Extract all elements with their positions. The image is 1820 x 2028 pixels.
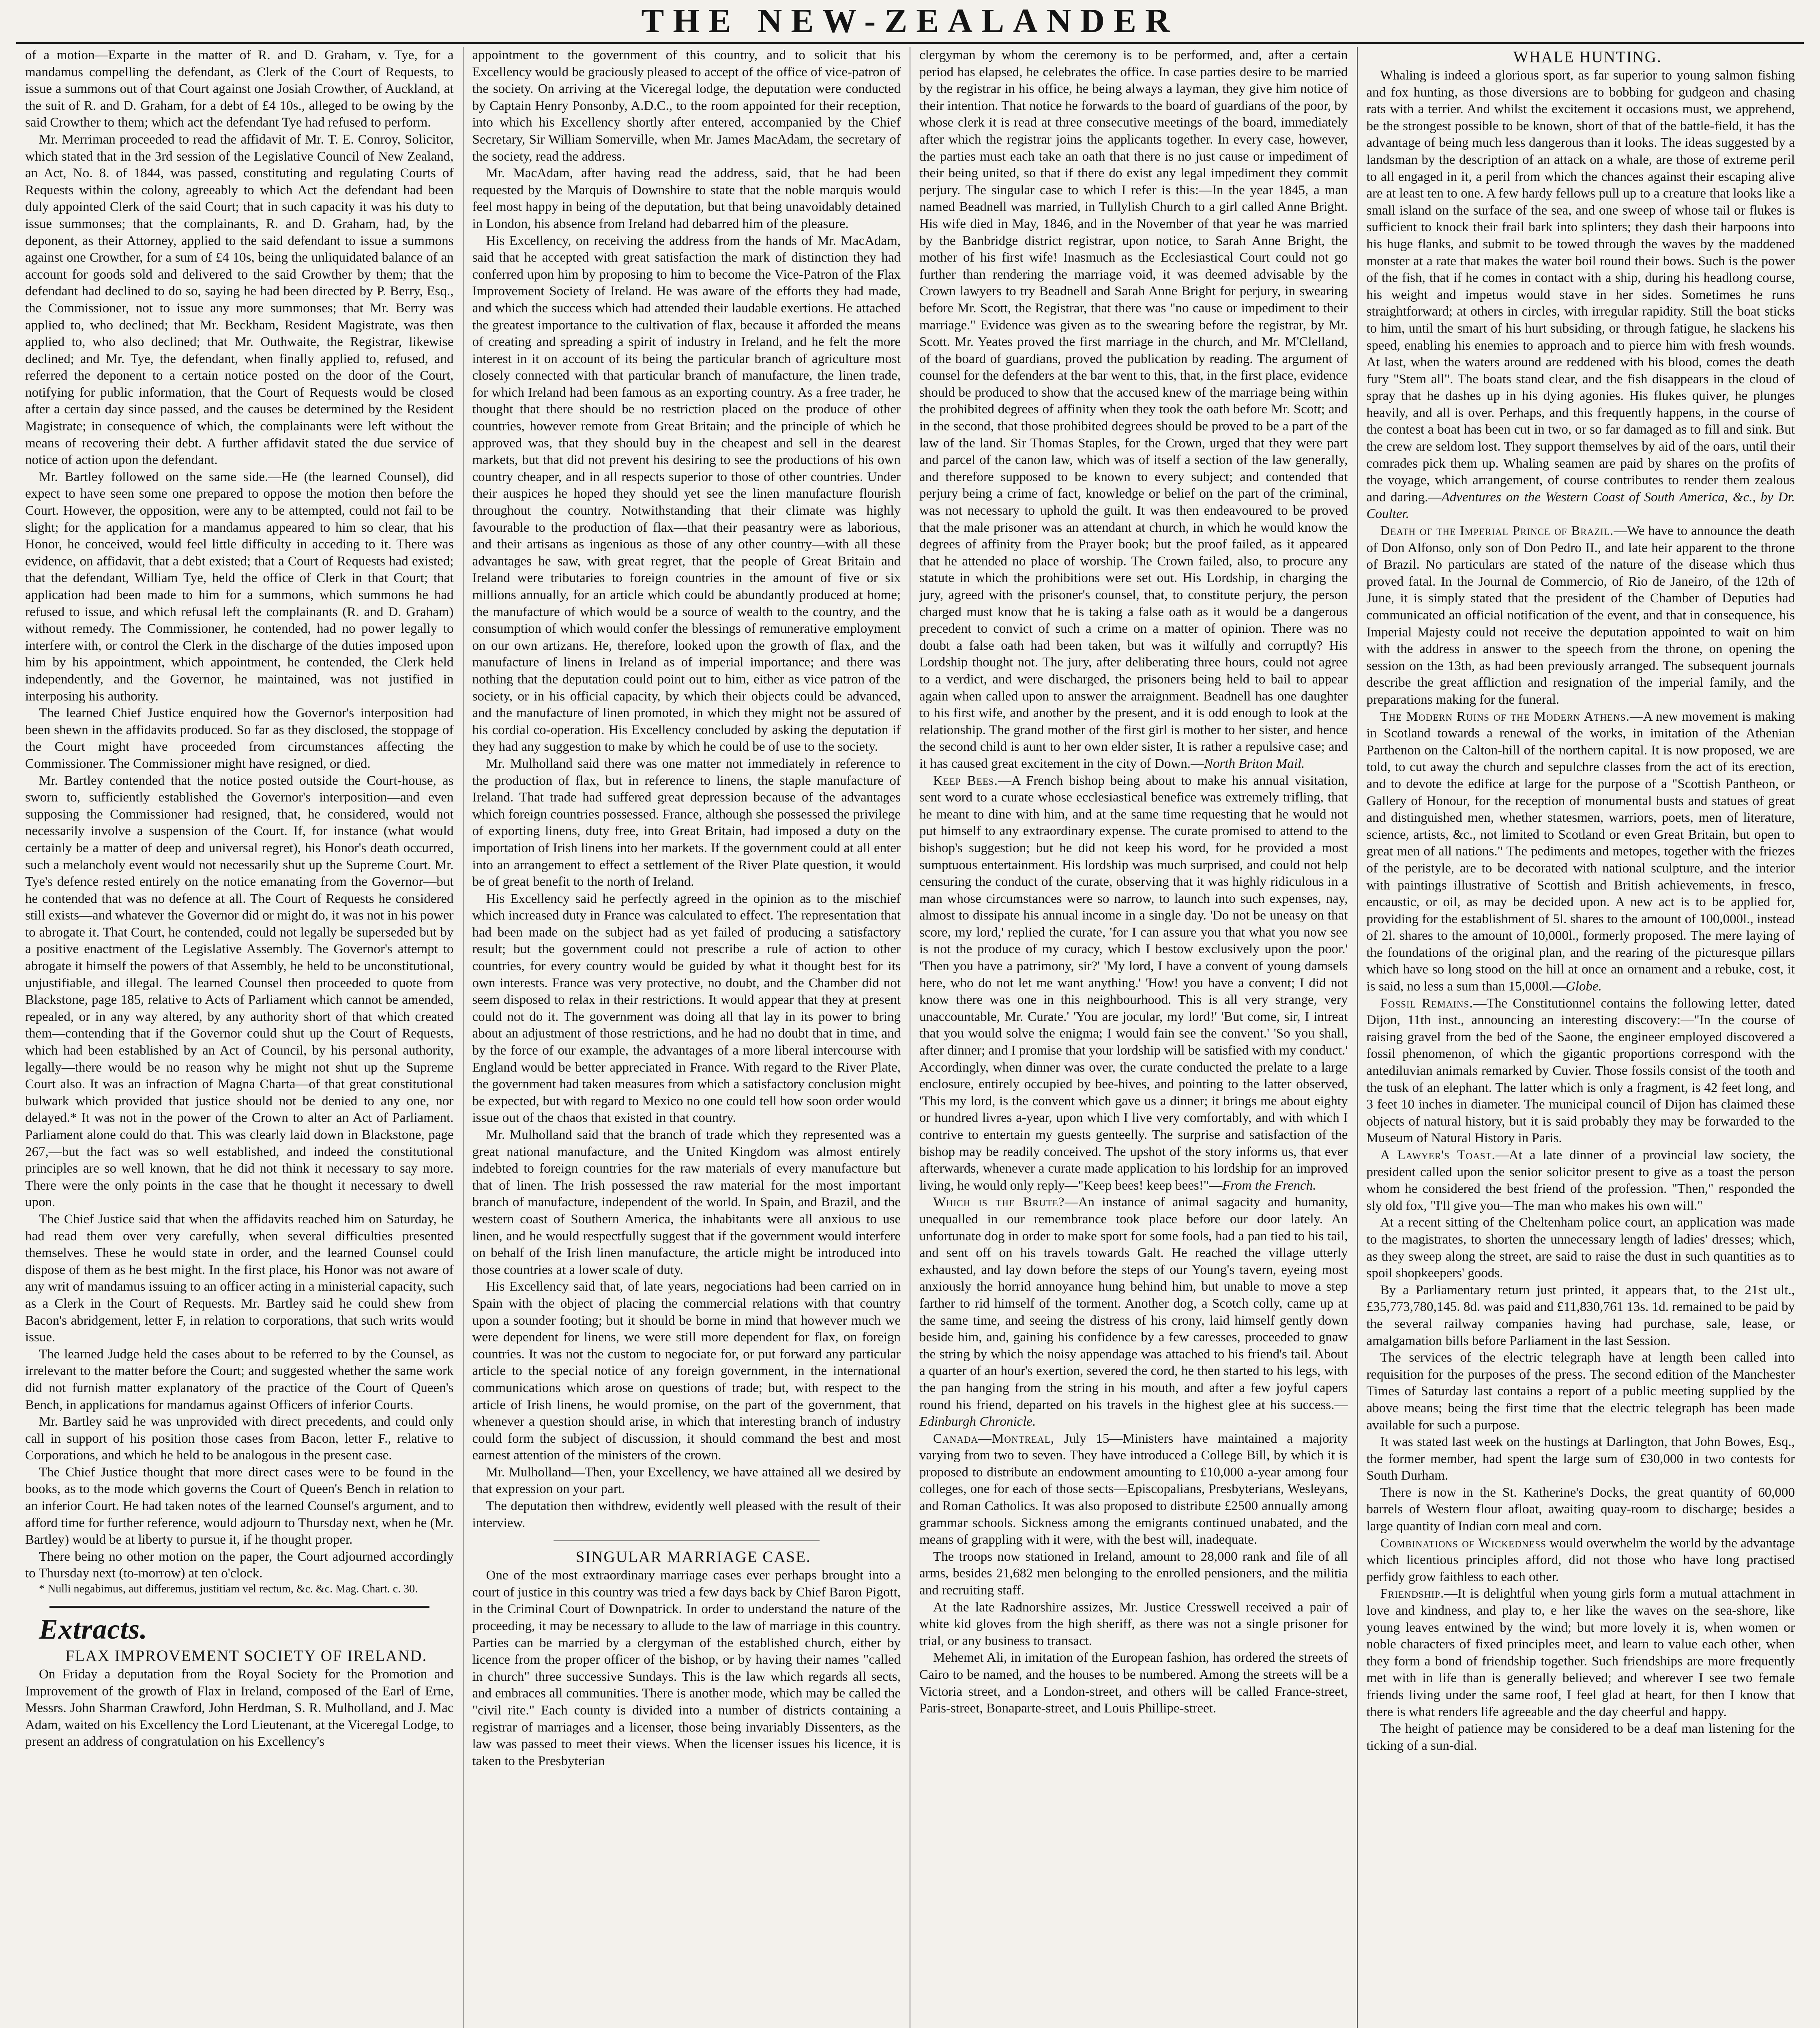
athens-source: Globe. xyxy=(1565,979,1602,994)
flax-article-paragraph: His Excellency said that, of late years, negociations had been carried on in Spain with the object of placing the commercial relations with that country upon a sounder footing; but it should be borne in mind that however much we were dependent for linens, we were still more dependent for flax, on foreign countries. It was not the custom to negociate for, or put forward any particular article to the special notice of any foreign government, in the international communications which arose on questions of trade; but, with respect to the article of Irish linens, he would promise, on the part of the government, that whenever a question should arise, in which that interesting branch of industry could form the subject of discussion, it should command the best and most earnest attention of the ministers of the crown. xyxy=(472,1279,901,1463)
keep-bees-source: From the French. xyxy=(1222,1178,1316,1193)
lawyer-text: —At a late dinner of a provincial law society, the president called upon the senior solicitor present to give as a toast the person whom he considered the best friend of the profession. "Then," responded the sly old fox, "I'll give you—The man who makes his own will." xyxy=(1366,1148,1795,1213)
whale-paragraph xyxy=(1367,67,1795,523)
marriage-text: clergyman by whom the ceremony is to be performed, and, after a certain period has elapsed, he celebrates the office. In case parties desire to be married by the registrar in his office, he being always a layman, they give him notice of their intention. That notice he forwards to the board of guardians of the poor, by whose clerk it is read at three consecutive meetings of the board, immediately after which the registrar joins the applicants together. In every case, however, the parties must each take an oath that there is no just cause or impediment of their being united, so that if there do exist any legal impediment they commit perjury. The singular case to which I refer is this:—In the year 1845, a man named Beadnell was married, in Tullylish Church to a girl called Anne Bright. His wife died in May, 1846, and in the November of that year he was married by the Banbridge district registrar, upon notice, to Sarah Anne Bright, the mother of his first wife! Inasmuch as the Ecclesiastical Court could not go further than rendering the marriage void, it was deemed advisable by the Crown lawyers to try Beadnell and Sarah Anne Bright for perjury, in swearing before Mr. Scott, the Registrar, that there was "no cause or impediment to their marriage." Evidence was given as to the swearing before the registrar, by Mr. Scott. Mr. Yeates proved the first marriage in the church, and Mr. M'Clelland, of the board of guardians, proved the publication by reading. The argument of counsel for the defenders at the bar went to this, that, in the first place, evidence should be produced to show that the accused knew of the marriage being within the prohibited degrees of affinity when they took the oath before Mr. Scott; and in the second, that those prohibited degrees should be proved to be a part of the law of the land. Sir Thomas Staples, for the Crown, urged that they were part and parcel of the canon law, which was of itself a section of the law generally, and therefore supposed to be known to every subject; and contended that perjury being a crime of fact, knowledge or belief on the part of the criminal, was not necessary to uphold the guilt. It was then endeavoured to be proved that the male prisoner was an attendant at church, in which he would know the degrees of affinity from the Prayer book; but the proof failed, as it appeared that he attended no place of worship. The Crown failed, also, to procure any statute in which the prohibitions were set out. His Lordship, in charging the jury, agreed with the prisoner's counsel, that, to constitute perjury, the person charged must know that he is taking a false oath as it would be a dangerous precedent to convict of such a crime on a matter of opinion. There was no doubt a false oath had been taken, but was it wilfully and corruptly? His Lordship thought not. The jury, after deliberating three hours, could not agree to a verdict, and were discharged, the prisoners being held to bail to appear again when called upon to answer the arraignment. Beadnell has one daughter to his first wife, and another by the present, and it is odd enough to look at the relationship. The grand mother of the first girl is mother to her sister, and hence the second child is aunt to her own elder sister, It is rather a repulsive case; and it has caused great excitement in the city of Down.— xyxy=(919,48,1348,771)
marriage-article-paragraph: One of the most extraordinary marriage cases ever perhaps brought into a court of justice in this country was tried a few days back by Chief Baron Pigott, in the Criminal Court of Downpatrick. In order to understand the nature of the proceeding, it may be necessary to allude to the law of marriage in this country. Parties can be married by a clergyman of the established church, either by licence from the proper officer of the bishop, or by having their names "called in church" three successive Sundays. This is the law which regards all sects, and embraces all communities. There is another mode, which may be called the "civil rite." Each county is divided into a number of districts containing a registrar of marriages and a licenser, those being invariably Dissenters, as the law was passed to meet their views. When the licenser issues his licence, it is taken to the Presbyterian xyxy=(472,1568,901,1768)
wickedness-lead: Combinations of Wickedness xyxy=(1380,1536,1546,1551)
court-report-paragraph: Mr. Bartley said he was unprovided with direct precedents, and could only call in support of his position those cases from Bacon, letter F., relative to Corporations, and which he held to be analogous in the present case. xyxy=(25,1414,454,1463)
troops-paragraph: The troops now stationed in Ireland, amount to 28,000 rank and file of all arms, besides 21,682 men belonging to the enrolled pensioners, and the militia and recruiting staff. xyxy=(919,1549,1348,1598)
athens-lead: The Modern Ruins of the Modern Athens. xyxy=(1380,709,1630,724)
mehemet-paragraph: Mehemet Ali, in imitation of the European fashion, has ordered the streets of Cairo to be named, and the houses to be numbered. Among the streets will be a Victoria street, and a London-street, and others will be called France-street, Paris-street, Bonaparte-street, and Louis Phillipe-street. xyxy=(919,1650,1348,1716)
patience-paragraph: The height of patience may be considered to be a deaf man listening for the ticking of a sun-dial. xyxy=(1366,1721,1795,1753)
fossil-lead: Fossil Remains. xyxy=(1380,996,1473,1011)
court-report-paragraph: Mr. Merriman proceeded to read the affidavit of Mr. T. E. Conroy, Solicitor, which stated that in the 3rd session of the Legislative Council of New Zealand, an Act, No. 8. of 1844, was passed, constituting and regulating Courts of Requests within the colony, agreeably to which Act the defendant had been duly appointed Clerk of the said Court; that in such capacity it was his duty to issue summonses; that the complainants, R. and D. Graham, had, by the deponent, as their Attorney, applied to the said defendant to issue a summons against one Crowther, for a sum of £4 10s, being the unliquidated balance of an account for goods sold and delivered to the said Crowther by them; that the defendant had declined to do so, saying he had been directed by P. Berry, Esq., the Commissioner, not to issue any more summonses; that Mr. Berry was applied to, who declined; that Mr. Beckham, Resident Magistrate, was then applied to, who also declined; that Mr. Outhwaite, the Registrar, likewise declined; and Mr. Tye, the defendant, when finally applied to, refused, and referred the deponent to a certain notice posted on the door of the Court, notifying for public information, that the Court of Requests would be closed after a certain day since passed, and the causes be determined by the Resident Magistrate; in consequence of which, the complainants were left without the means of recovering their debt. A further affidavit stated the due service of notice of action upon the defendant. xyxy=(25,132,454,468)
masthead-rule xyxy=(16,42,1804,44)
brazil-lead: Death of the Imperial Prince of Brazil. xyxy=(1380,524,1614,539)
whale-source: Adventures on the Western Coast of South America, &c., by Dr. Coulter. xyxy=(1366,490,1795,522)
masthead xyxy=(0,0,1820,41)
athens-paragraph xyxy=(1367,709,1795,995)
marriage-article-paragraph xyxy=(919,47,1348,773)
flax-article-paragraph: Mr. MacAdam, after having read the address, said, that he had been requested by the Marquis of Downshire to state that the noble marquis would feel most happy in being of the deputation, but that being unavoidably detained in London, his absence from Ireland had debarred him of the pleasure. xyxy=(472,166,901,231)
flax-article-paragraph: Mr. Mulholland—Then, your Excellency, we have attained all we desired by that expression on your part. xyxy=(472,1465,901,1497)
docks-paragraph: There is now in the St. Katherine's Docks, the great quantity of 60,000 barrels of Western flour afloat, awaiting quay-room to discharge; besides a large quantity of Indian corn meal and corn. xyxy=(1366,1485,1795,1534)
athens-text: —A new movement is making in Scotland towards a renewal of the works, in imitation of the Athenian Parthenon on the Calton-hill of the northern capital. It is now proposed, we are told, to cut away the church and sepulchre classes from the act of its erection, and to devote the edifice at large for the purpose of a "Scottish Pantheon, or Gallery of Honour, for the reception of monumental busts and statues of great and distinguished men, whether statesmen, warriors, poets, men of literature, science, artists, &c., not limited to Scotland or even Great Britain, but open to great men of all nations." The pediments and metopes, together with the friezes of the peristyle, are to be decorated with national sculpture, and the interior with paintings illustrative of Scottish and British achievements, in fresco, encaustic, or oil, as may be decided upon. A new act is to be applied for, providing for the establishment of 5l. shares to the amount of 100,000l., instead of 2l. shares to the amount of 10,000l., formerly proposed. The mere laying of the foundations of the original plan, and the rearing of the picturesque pillars which have so long stood on the hill at once an ornament and a rebuke, cost, it is said, no less a sum than 15,000l.— xyxy=(1366,709,1795,994)
court-report-paragraph: of a motion—Exparte in the matter of R. and D. Graham, v. Tye, for a mandamus compelling the defendant, as Clerk of the Court of Requests, to issue a summons out of that Court against one Josiah Crowther, of Auckland, at the suit of R. and D. Graham, for a debt of £4 10s., alleged to be owing by the said Crowther to them; which act the defendant Tye had refused to perform. xyxy=(25,48,454,130)
flax-article-paragraph: The deputation then withdrew, evidently well pleased with the result of their interview. xyxy=(472,1499,901,1530)
flax-article-paragraph: On Friday a deputation from the Royal Society for the Promotion and Improvement of the growth of Flax in Ireland, composed of the Earl of Erne, Messrs. John Sharman Crawford, John Herdman, S. R. Mulholland, and J. Mac Adam, waited on his Excellency the Lord Lieutenant, at the Viceregal Lodge, to present an address of congratulation on his Excellency's xyxy=(25,1667,454,1749)
court-report-paragraph: Mr. Bartley contended that the notice posted outside the Court-house, as sworn to, sufficiently established the Governor's interposition—and even supposing the Commissioner had resigned, that, he considered, would not necessarily involve a suspension of the Court. If, for instance (what would certainly be a matter of deep and universal regret), his Honor's death occurred, such a melancholy event would not necessarily shut up the Supreme Court. Mr. Tye's defence rested entirely on the notice emanating from the Governor—but he contended that was no defence at all. The Court of Requests he considered still exists—and whatever the Governor did or might do, it was not in his power to abrogate it. That Court, he contended, could not legally be superseded but by a positive enactment of the Legislative Assembly. The Governor's attempt to abrogate it himself the powers of that Assembly, he held to be unconstitutional, unjustifiable, and illegal. The learned Counsel then proceeded to quote from Blackstone, page 185, relative to Acts of Parliament which cannot be amended, repealed, or in any way altered, by any authority short of that which created them—contending that if the Governor could shut up the Court of Requests, which had been established by an Act of Council, by his personal authority, legally—there would be no reason why he might not shut up the Supreme Court also. It was an infraction of Magna Charta—of that great constitutional bulwark which provided that justice should not be denied to any one, nor delayed.* It was not in the power of the Crown to alter an Act of Parliament. Parliament alone could do that. This was clearly laid down in Blackstone, page 267,—but the fact was so well established, and indeed the constitutional principles are so well known, that he did not think it necessary to say more. There were the only points in the case that he thought it necessary to dwell upon. xyxy=(25,773,454,1210)
brute-paragraph xyxy=(919,1194,1348,1430)
marriage-source: North Briton Mail. xyxy=(1204,756,1305,771)
extracts-heading: Extracts. xyxy=(39,1614,148,1646)
keep-bees-paragraph xyxy=(919,773,1348,1194)
column-4 xyxy=(1357,47,1804,2028)
section-divider xyxy=(554,1540,820,1541)
brute-text: —An instance of animal sagacity and humanity, unequalled in our remembrance took place before our door lately. An unfortunate dog in order to make sport for some fools, had a pan tied to his tail, and sent off on his travels towards Galt. He reached the village utterly exhausted, and lay down before the steps of our Young's tavern, eyeing most anxiously the horrid annoyance hung behind him, but unable to move a step farther to rid himself of the torment. Another dog, a Scotch colly, came up at the same time, and seeing the distress of his crony, laid himself gently down beside him, and, gaining his confidence by a few caresses, proceeded to gnaw the string by which the noisy appendage was attached to his friend's tail. About a quarter of an hour's exertion, severed the cord, he then started to his legs, with the pan hanging from the string in his mouth, and after a few joyful capers round his friend, departed on his travels in the highest glee at his success.— xyxy=(919,1195,1348,1412)
column-3 xyxy=(910,47,1357,2028)
column-2 xyxy=(463,47,910,2028)
keep-bees-text: —A French bishop being about to make his annual visitation, sent word to a curate whose ecclesiastical benefice was extremely trifling, that he meant to dine with him, and at the same time requesting that he would not put himself to any extraordinary expense. The curate promised to attend to the bishop's suggestion; but he did not keep his word, for he provided a most sumptuous entertainment. His lordship was much surprised, and could not help censuring the conduct of the curate, observing that it was highly ridiculous in a man whose circumstances were so narrow, to launch into such expenses, nay, almost to dissipate his annual income in a single day. 'Do not be uneasy on that score, my lord,' replied the curate, 'for I can assure you that what you now see is not the produce of my curacy, which I bestow exclusively upon the poor.' 'Then you have a patrimony, sir?' 'My lord, I have a convent of young damsels here, who do not let me want anything.' 'How! you have a convent; I did not know there was one in this neighbourhood. This is all very strange, very unaccountable, Mr. Curate.' 'You are jocular, my lord!' 'But come, sir, I intreat that you would solve the enigma; I would fain see the convent.' 'So you shall, after dinner; and I promise that your lordship will be satisfied with my conduct.' Accordingly, when dinner was over, the curate conducted the prelate to a large enclosure, entirely occupied by bee-hives, and pointing to the latter observed, 'This my lord, is the convent which gave us a dinner; it brings me about eighty or hundred livres a-year, upon which I live very comfortably, and with which I contrive to entertain my guests genteelly. The surprise and satisfaction of the bishop may be readily conceived. The upshot of the story informs us, that ever afterwards, whenever a curate made application to his lordship for an improved living, he would only reply—"Keep bees! keep bees!"— xyxy=(919,773,1348,1193)
friendship-lead: Friendship. xyxy=(1380,1586,1444,1601)
court-report-paragraph: The learned Chief Justice enquired how the Governor's interposition had been shewn in the affidavits produced. So far as they disclosed, the stoppage of the Court might have proceeded from circumstances affecting the Commissioner. The Commissioner might have resigned, or died. xyxy=(25,706,454,771)
lawyer-paragraph xyxy=(1367,1147,1795,1214)
flax-article-paragraph: Mr. Mulholland said that the branch of trade which they represented was a great national manufacture, and the United Kingdom was almost entirely indebted to foreign countries for the raw materials of every manufacture but that of linen. The Irish possessed the raw material for the most important branch of manufacture, independent of the world. In Spain, and Brazil, and the western coast of Southern America, the inhabitants were all anxious to use linen, and he would respectfully suggest that if the government would interfere on behalf of the Irish linen manufacture, the article might be introduced into those countries at a lower scale of duty. xyxy=(472,1128,901,1277)
whale-headline: WHALE HUNTING. xyxy=(1513,48,1662,66)
brazil-paragraph xyxy=(1367,523,1795,709)
wickedness-text: would overwhelm the world by the advantage which licentious principles afford, did not those who have long practised perfidy grow faithless to each other. xyxy=(1366,1536,1795,1584)
newspaper-title: THE NEW-ZEALANDER xyxy=(641,2,1179,40)
telegraph-paragraph: The services of the electric telegraph have at length been called into requisition for the purposes of the press. The second edition of the Manchester Times of Saturday last contains a report of a public meeting supplied by the above means; being the first time that the electric telegraph has been made available for such a purpose. xyxy=(1366,1350,1795,1433)
darlington-paragraph: It was stated last week on the hustings at Darlington, that John Bowes, Esq., the former member, had spent the large sum of £30,000 in two contests for South Durham. xyxy=(1366,1435,1795,1483)
court-report-paragraph: The Chief Justice said that when the affidavits reached him on Saturday, he had read them over very carefully, when several difficulties presented themselves. These he would state in order, and the learned Counsel could dispose of them as he best might. In the first place, his Honor was not aware of any writ of mandamus issuing to an officer acting in a ministerial capacity, such as a Clerk in the Court of Requests. Mr. Bartley said he could shew from Bacon's abridgement, letter F, in relation to corporations, that such writs would issue. xyxy=(25,1212,454,1345)
friendship-paragraph xyxy=(1367,1585,1795,1721)
court-report-paragraph: Mr. Bartley followed on the same side.—He (the learned Counsel), did expect to have seen some one prepared to oppose the motion then before the Court. However, the opposition, were any to be attempted, could not fail to be slight; for the application for a mandamus appeared to him so clear, that his Honor, he conceived, would feel little difficulty in acceding to it. There was evidence, on affidavit, that a debt existed; that a Court of Requests had existed; that the defendant, William Tye, held the office of Clerk in that Court; that application had been made to him for a summons, which summons he had refused to issue, and which refusal left the complainants (R. and D. Graham) without remedy. The Commissioner, he contended, had no power legally to interfere with, or control the Clerk in the discharge of the duties imposed upon him by his appointment, which appointment, he contended, the Clerk held independently, and the Governor, he maintained, was not justified in interposing his authority. xyxy=(25,469,454,704)
fossil-paragraph xyxy=(1367,995,1795,1147)
friendship-text: —It is delightful when young girls form a mutual attachment in love and kindness, and play to, e her like the waves on the sea-shore, like young leaves entwined by the wind; but more lovely it is, when women or noble characters of fixed principles meet, and learn to value each other, when they form a bond of friendship together. Such friendships are more frequently met with in life than is generally believed; and wherever I see two female friends living under the same roof, I feel glad at heart, for then I know that there is what renders life agreeable and the day cheerful and happy. xyxy=(1366,1586,1795,1719)
court-report-paragraph: The Chief Justice thought that more direct cases were to be found in the books, as to the mode which governs the Court of Queen's Bench in relation to an inferior Court. He had taken notes of the learned Counsel's argument, and to afford time for further reference, would adjourn to Thursday next, when he (Mr. Bartley) would be at liberty to pursue it, if he thought proper. xyxy=(25,1465,454,1547)
keep-bees-lead: Keep Bees. xyxy=(933,773,998,788)
radnor-paragraph: At the late Radnorshire assizes, Mr. Justice Cresswell received a pair of white kid gloves from the high sheriff, as there was not a single prisoner for trial, or any business to transact. xyxy=(919,1600,1348,1648)
column-1 xyxy=(16,47,463,2028)
court-report-paragraph: The learned Judge held the cases about to be referred to by the Counsel, as irrelevant to the matter before the Court; and suggested whether the same work did not furnish matter explanatory of the practice of the Court of Queen's Bench, in applications for mandamus against Officers of inferior Courts. xyxy=(25,1347,454,1412)
flax-headline: FLAX IMPROVEMENT SOCIETY OF IRELAND. xyxy=(65,1647,427,1665)
cheltenham-paragraph: At a recent sitting of the Cheltenham police court, an application was made to the magistrates, to shorten the unnecessary length of ladies' dresses; which, as they sweep along the street, are said to raise the dust in such quantities as to spoil shopkeepers' goods. xyxy=(1366,1215,1795,1281)
return-paragraph: By a Parliamentary return just printed, it appears that, to the 21st ult., £35,773,780,145. 8d. was paid and £11,830,761 13s. 1d. remained to be paid by the several railway companies having had purchase, sale, lease, or amalgamation bills before Parliament in the last Session. xyxy=(1366,1283,1795,1348)
canada-paragraph xyxy=(919,1431,1348,1549)
canada-text: July 15—Ministers have maintained a majority varying from two to seven. They have introduced a College Bill, by which it is proposed to distribute an endowment amounting to £10,000 a-year among four colleges, one for each of those sects—Episcopalians, Presbyterians, Wesleyans, and Roman Catholics. It was also proposed to distribute £2500 annually among grammar schools. Sickness among the emigrants continued unabated, and the means of grappling with it were, with the best will, inadequate. xyxy=(919,1431,1348,1547)
page-columns xyxy=(16,47,1804,2028)
brute-source: Edinburgh Chronicle. xyxy=(919,1414,1036,1429)
wickedness-paragraph xyxy=(1367,1535,1795,1586)
whale-text: Whaling is indeed a glorious sport, as far superior to young salmon fishing and fox hunting, as those diversions are to bobbing for gudgeon and chasing rats with a terrier. And whilst the excitement it occasions must, we apprehend, be the strongest possible to be known, short of that of the battle-field, it has the advantage of being much less dangerous than it looks. The ideas suggested by a landsman by the description of an attack on a whale, are those of extreme peril to all engaged in it, a peril from which the chances against their escaping alive are at least ten to one. A few hardy fellows pull up to a creature that looks like a small island on the surface of the sea, and one sweep of whose tail or flukes is sufficient to knock their frail bark into splinters; they dash their harpoons into his huge flanks, and submit to be towed through the waves by the maddened monster at a rate that makes the water boil round their bows. Such is the power of the fish, that if he comes in contact with a ship, during his headlong course, his weight and impetus would stave in her sides. Sometimes he runs straightforward; at others in circles, with irregular rapidity. Still the boat sticks to him, until the smart of his hurt subsiding, or through fatigue, he slackens his speed, enabling his enemies to approach and to pierce him with fresh wounds. At last, when the waters around are reddened with his blood, comes the death fury "Stem all". The boats stand clear, and the fish disappears in the cloud of spray that he dashes up in his dying agonies. His flukes quiver, he plunges heavily, and all is over. Perhaps, and this frequently happens, in the course of the contest a boat has been cut in two, or so far damaged as to fill and sink. But the crew are seldom lost. They support themselves by aid of the oars, until their comrades pick them up. Whaling seamen are paid by shares on the profits of the voyage, which arrangement, of course contributes to render them zealous and daring.— xyxy=(1366,68,1795,505)
flax-article-paragraph: Mr. Mulholland said there was one matter not immediately in reference to the production of flax, but in reference to linens, the staple manufacture of Ireland. That trade had suffered great depression because of the advantages which foreign countries possessed. France, although she possessed the privilege of exporting linens, duty free, into Great Britain, had imposed a duty on the importation of Irish linens into her markets. If the government could at all enter into an arrangement to effect a settlement of the River Plate question, it would be of great benefit to the north of Ireland. xyxy=(472,756,901,889)
footnote: * Nulli negabimus, aut differemus, justitiam vel rectum, &c. &c. Mag. Chart. c. 30. xyxy=(39,1583,418,1596)
lawyer-lead: A Lawyer's Toast. xyxy=(1380,1148,1496,1162)
brazil-text: —We have to announce the death of Don Alfonso, only son of Don Pedro II., and late heir apparent to the throne of Brazil. No particulars are stated of the nature of the disease which thus proved fatal. In the Journal de Commercio, of Rio de Janeiro, of the 12th of June, it is simply stated that the president of the Chamber of Deputies had communicated an official notification of the event, and that in consequence, his Imperial Majesty could not receive the deputation appointed to wait on him with the address in answer to the speech from the throne, on opening the session on the 13th, as had been previously arranged. The subsequent journals describe the great affliction and resignation of the imperial family, and the preparations making for the funeral. xyxy=(1366,524,1795,707)
section-divider xyxy=(49,1606,429,1608)
marriage-headline: SINGULAR MARRIAGE CASE. xyxy=(575,1548,811,1566)
flax-article-paragraph: His Excellency said he perfectly agreed in the opinion as to the mischief which increased duty in France was calculated to effect. The representation that had been made on the subject had as yet failed of producing a satisfactory result; but the government could not prescribe a rule of action to other countries, for every country would be guided by what it thought best for its own interests. France was very protective, no doubt, and the Chamber did not seem disposed to relax in their restrictions. It would appear that they at present could not do it. The government was doing all that lay in its power to bring about an adjustment of those restrictions, and he had no doubt that in time, and by the force of our example, the advantages of a more liberal intercourse with England would be better appreciated in France. With regard to the River Plate, the government had taken measures from which a satisfactory conclusion might be expected, but with regard to Mexico no one could tell how soon order would issue out of the chaos that existed in that country. xyxy=(472,891,901,1126)
court-report-paragraph: There being no other motion on the paper, the Court adjourned accordingly to Thursday next (to-morrow) at ten o'clock. xyxy=(25,1549,454,1581)
fossil-text: —The Constitutionnel contains the following letter, dated Dijon, 11th inst., announcing an interesting discovery:—"In the course of raising gravel from the bed of the Saone, the engineer employed discovered a fossil phenomenon, of which the gigantic proportions correspond with the antediluvian animals remarked by Cuvier. Those fossils consist of the tooth and the tusk of an elephant. The latter which is only a fragment, is 42 feet long, and 3 feet 10 inches in diameter. The municipal council of Dijon has claimed these objects of natural history, but it is said probably they may be forwarded to the Museum of Natural History in Paris. xyxy=(1366,996,1795,1146)
canada-lead: Canada—Montreal, xyxy=(933,1431,1054,1446)
brute-lead: Which is the Brute? xyxy=(933,1195,1065,1210)
flax-article-paragraph: appointment to the government of this country, and to solicit that his Excellency would be graciously pleased to accept of the office of vice-patron of the society. On arriving at the Viceregal lodge, the deputation were conducted by Captain Henry Ponsonby, A.D.C., to the room appointed for their reception, into which his Excellency shortly after entered, accompanied by the Chief Secretary, Sir William Somerville, when Mr. James MacAdam, the secretary of the society, read the address. xyxy=(472,48,901,164)
flax-article-paragraph: His Excellency, on receiving the address from the hands of Mr. MacAdam, said that he accepted with great satisfaction the mark of distinction they had conferred upon him by proposing to him to become the Vice-Patron of the Flax Improvement Society of Ireland. He was aware of the efforts they had made, and which the success which had attended their laudable exertions. He attached the greatest importance to the cultivation of flax, because it afforded the means of creating and spreading a spirit of industry in Ireland, and he felt the more interest in it on account of its being the particular branch of agriculture most closely connected with that particular branch of manufacture, the linen trade, for which Ireland had been famous as an exporting country. As a free trader, he thought that there should be no restriction placed on the produce of other countries, however remote from Great Britain; and the principle of which he approved was, that they should buy in the cheapest and sell in the dearest markets, but that did not prevent his desiring to see the productions of his own country cheaper, and in all respects superior to those of other countries. Under their auspices he hoped they should yet see the linen manufacture flourish throughout the country. Notwithstanding that their climate was highly favourable to the production of flax—that their peasantry were as laborious, and their artisans as ingenious as those of any other country—with all these advantages he saw, with great regret, that the people of Great Britain and Ireland were tributaries to foreign countries in the amount of five or six millions annually, for an article which could be abundantly produced at home; the manufacture of which would be a source of wealth to the country, and the consumption of which would confer the blessings of remunerative employment on our own artizans. He, therefore, looked upon the growth of flax, and the manufacture of linens in Ireland as of imperial importance; and there was nothing that the deputation could point out to him, either as vice patron of the society, or in his official capacity, by which their objects could be advanced, and the manufacture of linen promoted, in which they might not be assured of his cordial co-operation. His Excellency concluded by asking the deputation if they had any suggestion to make by which he could be of use to the society. xyxy=(472,233,901,754)
